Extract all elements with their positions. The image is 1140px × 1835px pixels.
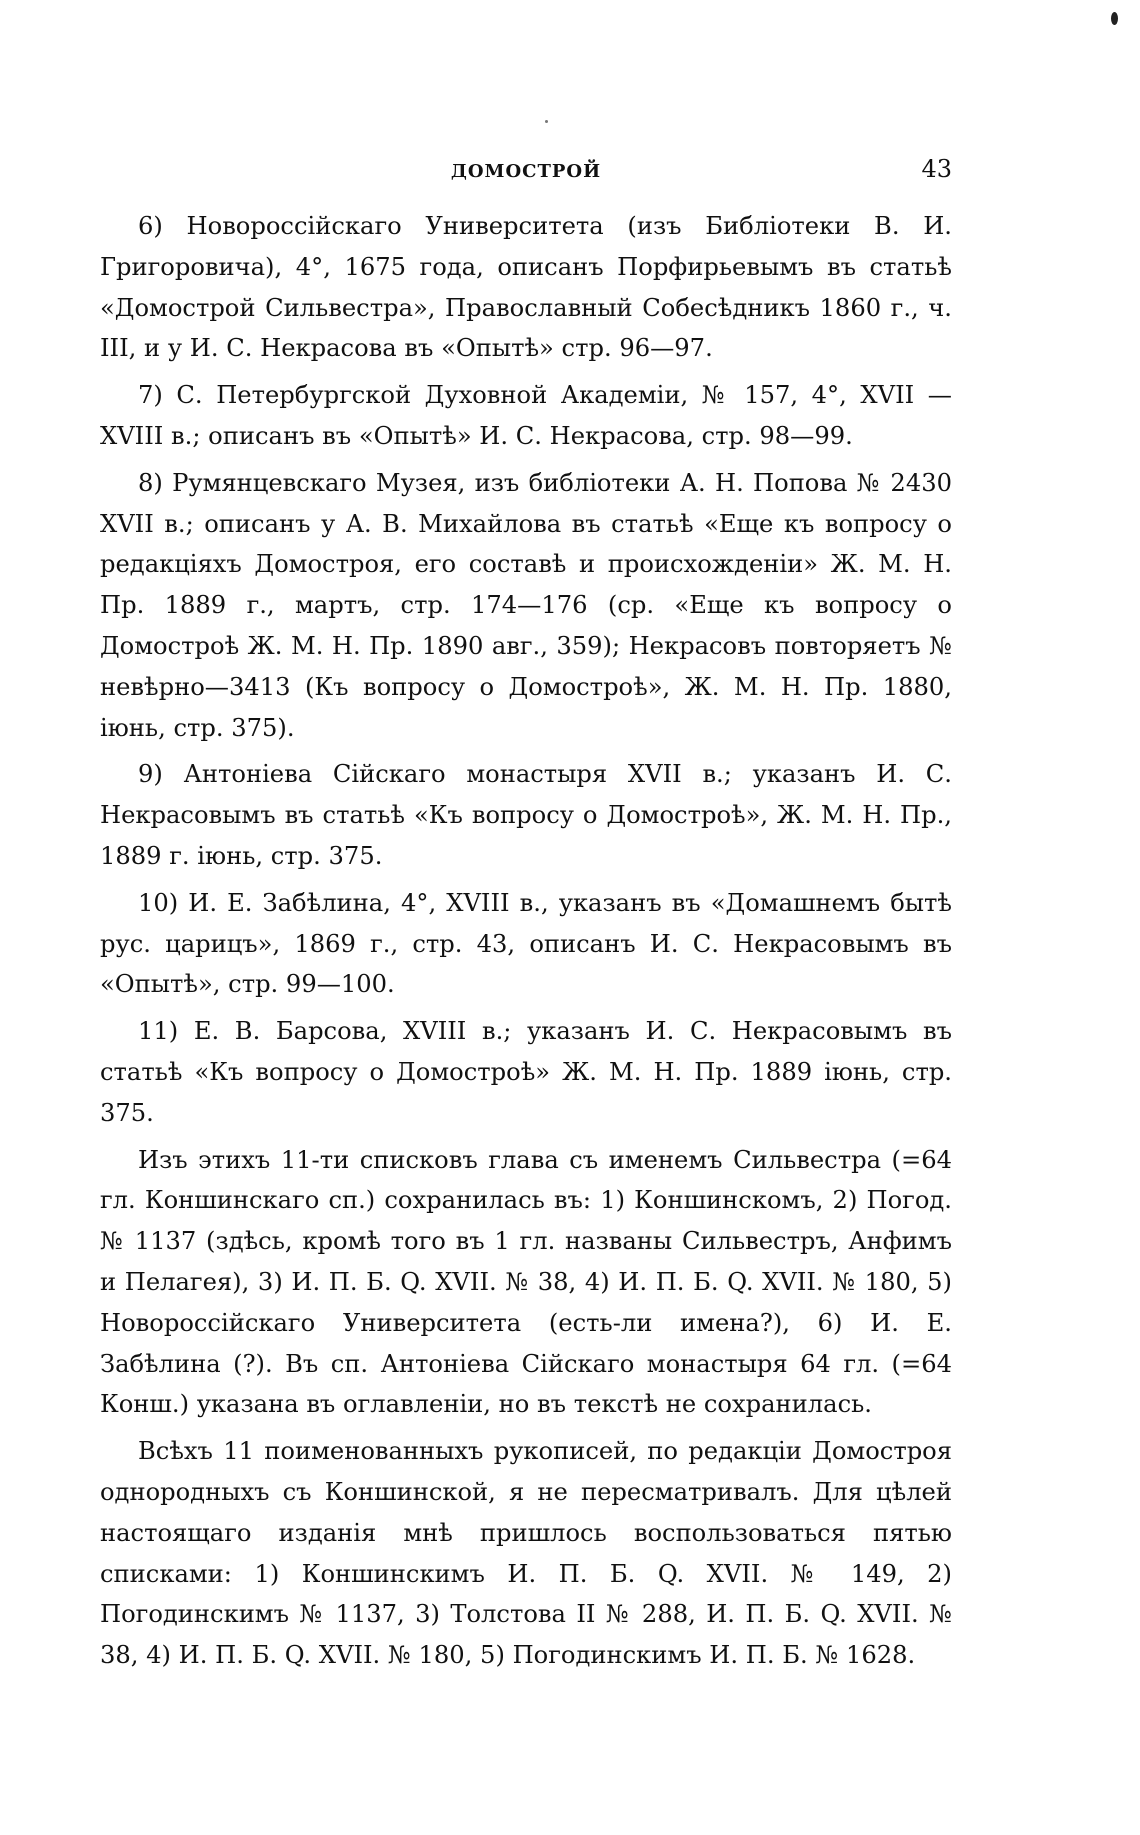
paragraph-item-10: 10) И. Е. Забѣлина, 4°, XVIII в., указанъ въ «Домашнемъ бытѣ рус. царицъ», 1869 г., стр. 43, описанъ И. С. Некрасовымъ въ «Опытѣ», стр. 99—100. <box>100 888 952 999</box>
paragraph-item-6: 6) Новороссійскаго Университета (изъ Библіотеки В. И. Григоровича), 4°, 1675 года, описанъ Порфирьевымъ въ статьѣ «Домострой Сильвестра», Православный Собесѣдникъ 1860 г., ч. III, и у И. С. Некрасова въ «Опытѣ» стр. 96—97. <box>100 212 952 363</box>
page-number: 43 <box>921 155 952 183</box>
paragraph-item-9: 9) Антоніева Сійскаго монастыря XVII в.; указанъ И. С. Некрасовымъ въ статьѣ «Къ вопросу о Домостроѣ», Ж. М. Н. Пр., 1889 г. іюнь, стр. 375. <box>100 760 952 870</box>
ink-speck <box>1111 12 1118 25</box>
paragraph-sources: Всѣхъ 11 поименованныхъ рукописей, по редакціи Домостроя однородныхъ съ Коншинской, я не пересматривалъ. Для цѣлей настоящаго изданія мнѣ пришлось воспользоваться пятью списками: 1) Коншинскимъ И. П. Б. Q. XVII. № 149, 2) Погодинскимъ № 1137, 3) Толстова II № 288, И. П. Б. Q. XVII. № 38, 4) И. П. Б. Q. XVII. № 180, 5) Погодинскимъ И. П. Б. № 1628. <box>100 1437 952 1670</box>
ink-dot <box>545 120 548 123</box>
paragraph-item-8: 8) Румянцевскаго Музея, изъ библіотеки А. Н. Попова № 2430 XVII в.; описанъ у А. В. Михайлова въ статьѣ «Еще къ вопросу о редакціяхъ Домостроя, его составѣ и происхожденіи» Ж. М. Н. Пр. 1889 г., мартъ, стр. 174—176 (ср. «Еще къ вопросу о Домостроѣ Ж. М. Н. Пр. 1890 авг., 359); Некрасовъ повторяетъ № невѣрно—3413 (Къ вопросу о Домостроѣ», Ж. М. Н. Пр. 1880, іюнь, стр. 375). <box>100 468 952 742</box>
paragraph-summary: Изъ этихъ 11-ти списковъ глава съ именемъ Сильвестра (=64 гл. Коншинскаго сп.) сохранилась въ: 1) Коншинскомъ, 2) Погод. № 1137 (здѣсь, кромѣ того въ 1 гл. названы Сильвестръ, Анфимъ и Пелагея), 3) И. П. Б. Q. XVII. № 38, 4) И. П. Б. Q. XVII. № 180, 5) Новороссійскаго Университета (есть-ли имена?), 6) И. Е. Забѣлина (?). Въ сп. Антоніева Сійскаго монастыря 64 гл. (=64 Конш.) указана въ оглавленіи, но въ текстѣ не сохранилась. <box>100 1145 952 1419</box>
page-header <box>100 155 952 191</box>
running-title: ДОМОСТРОЙ <box>450 161 602 182</box>
paragraph-item-7: 7) С. Петербургской Духовной Академіи, № 157, 4°, XVII —XVIII в.; описанъ въ «Опытѣ» И. С. Некрасова, стр. 98—99. <box>100 381 952 450</box>
paragraph-item-11: 11) Е. В. Барсова, XVIII в.; указанъ И. С. Некрасовымъ въ статьѣ «Къ вопросу о Домостроѣ» Ж. М. Н. Пр. 1889 іюнь, стр. 375. <box>100 1017 952 1127</box>
body-text <box>100 206 952 1676</box>
